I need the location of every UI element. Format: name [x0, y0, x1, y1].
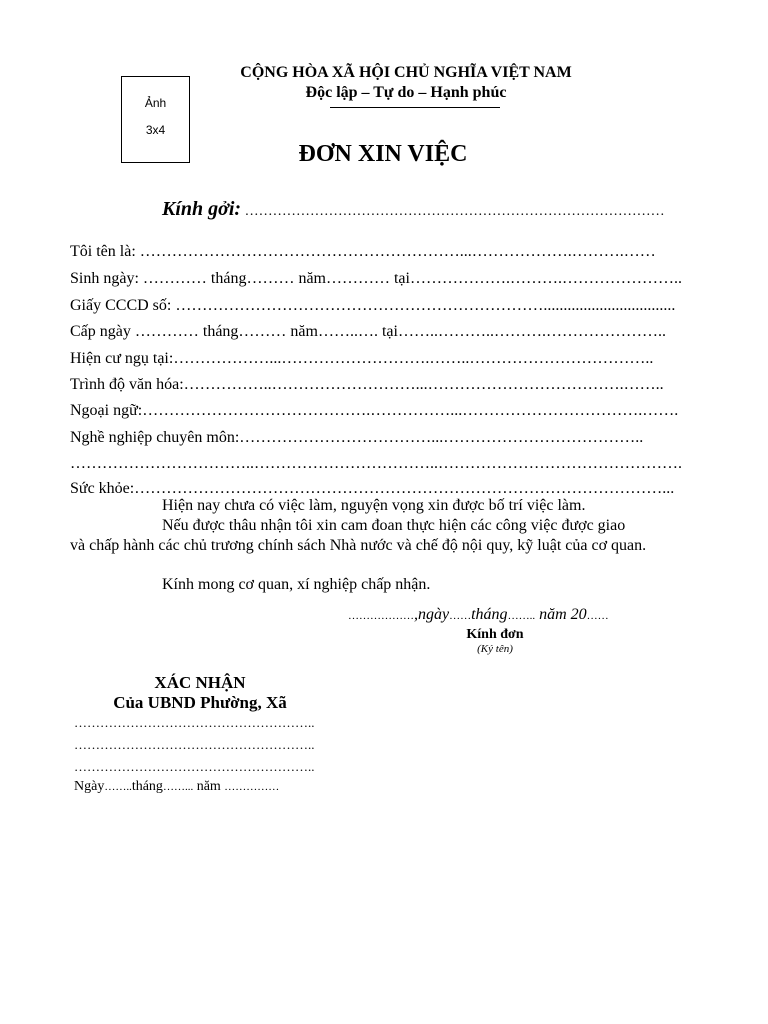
field-profession-continued: ……………………………..……………………………..……………………………………….: [70, 455, 682, 472]
field-address: Hiện cư ngụ tại:………………...……………………….……..……………………………..: [70, 350, 654, 367]
photo-size: 3x4: [145, 123, 166, 137]
signature-hint: (Ký tên): [477, 643, 513, 655]
photo-label: Ảnh: [144, 96, 167, 110]
salutation-dots: ………………………………………………………………………………: [241, 204, 665, 219]
confirmation-line: ………………………………………………..: [74, 759, 315, 774]
country-header: CỘNG HÒA XÃ HỘI CHỦ NGHĨA VIỆT NAM: [240, 64, 572, 81]
signature-label: Kính đơn: [466, 627, 524, 642]
paragraph-unemployed: Hiện nay chưa có việc làm, nguyện vọng xin được bố trí việc làm.: [162, 497, 586, 514]
document-title: ĐƠN XIN VIỆC: [298, 141, 468, 167]
field-profession: Nghề nghiệp chuyên môn:………………………………...………………………………..: [70, 429, 644, 446]
field-health: Sức khỏe:………………………………………………………………………………………...: [70, 480, 675, 497]
salutation-label: Kính gởi:: [162, 198, 242, 220]
confirmation-title: XÁC NHẬN: [154, 673, 246, 692]
motto: Độc lập – Tự do – Hạnh phúc: [305, 84, 507, 101]
field-language: Ngoại ngữ:…………………………………….……………...…………………………….…….: [70, 402, 679, 419]
confirmation-line: ………………………………………………..: [74, 715, 315, 730]
field-id-card: Giấy CCCD số: …………………………………………………………….................................: [70, 297, 676, 314]
confirmation-line: ………………………………………………..: [74, 737, 315, 752]
paragraph-commitment-start: Nếu được thâu nhận tôi xin cam đoan thực hiện các công việc được giao: [162, 517, 626, 534]
salutation: [162, 198, 665, 221]
confirmation-subtitle: Của UBND Phường, Xã: [113, 693, 287, 712]
motto-underline: [330, 107, 500, 108]
field-education: Trình độ văn hóa:……………..………………………...……………………………….……..: [70, 376, 664, 393]
field-name: Tôi tên là: ……………………………………………………...……………….……….……: [70, 243, 656, 260]
photo-placeholder: [121, 76, 190, 163]
paragraph-request: Kính mong cơ quan, xí nghiệp chấp nhận.: [162, 576, 431, 593]
signature-date-line: ………………,ngày……tháng…….. năm 20……: [348, 606, 609, 623]
confirmation-date-line: Ngày……..tháng……... năm ……………: [74, 779, 280, 794]
field-issue-date: Cấp ngày ………… tháng……… năm……..…. tại……..………..……….…………………..: [70, 323, 666, 340]
paragraph-commitment: và chấp hành các chủ trương chính sách Nhà nước và chế độ nội quy, kỹ luật của cơ quan.: [70, 537, 647, 554]
field-birth: Sinh ngày: ………… tháng……… năm………… tại……………….……….…………………..: [70, 270, 682, 287]
